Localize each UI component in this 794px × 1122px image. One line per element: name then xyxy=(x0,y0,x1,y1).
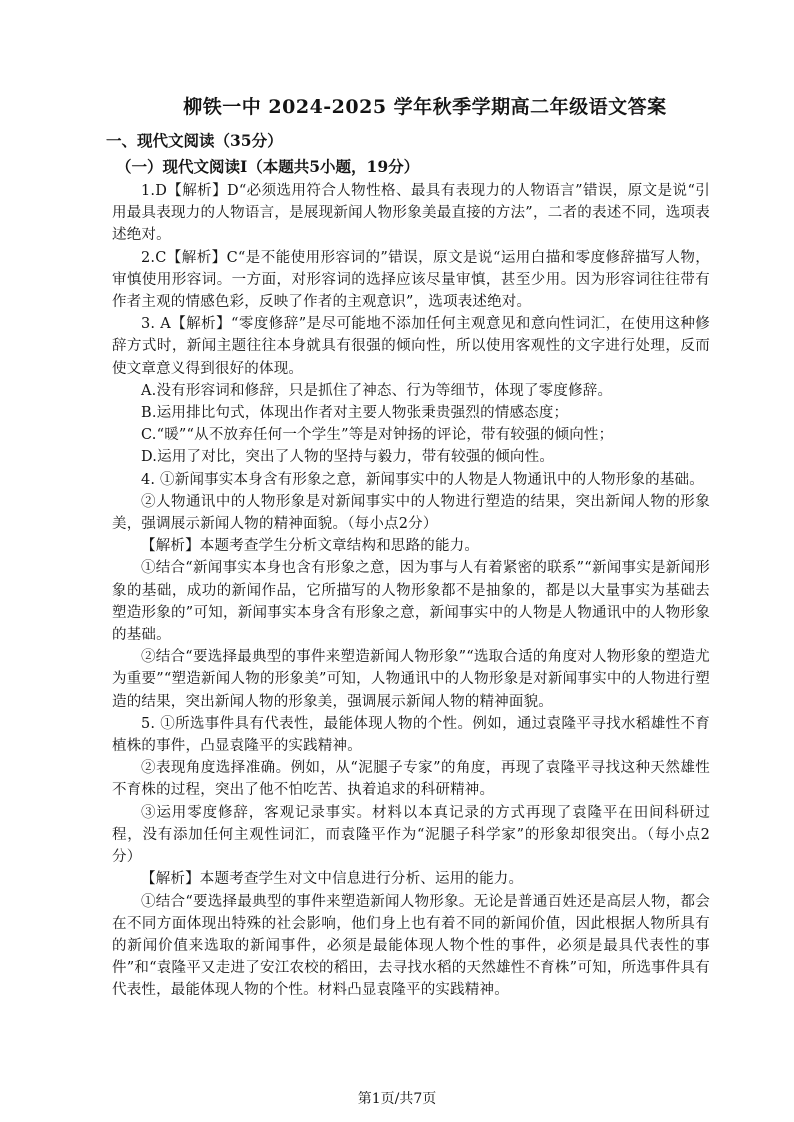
answer-3-option-a: A.没有形容词和修辞，只是抓住了神态、行为等细节，体现了零度修辞。 xyxy=(141,382,613,399)
answer-5-analysis-1: ①结合“要选择最典型的事件来塑造新闻人物形象。无论是普通百姓还是高层人物，都会在不同方面体现出特殊的社会影响，他们身上也有着不同的新闻价值，因此根据人物所具有的新闻价值来选取的新闻事件，必须是最能体现人物个性的事件，必须是最具代表性的事件”和“袁隆平又走进了安江农校的稻田，去寻找水稻的天然雄性不育株”可知，所选事件具有代表性，最能体现人物的个性。材料凸显袁隆平的实践精神。 xyxy=(112,893,710,999)
answer-5-analysis-intro: 【解析】本题考查学生对文中信息进行分析、运用的能力。 xyxy=(141,871,524,888)
page-footer: 第1页/共7页 xyxy=(357,1091,437,1107)
answer-3: 3. A【解析】“零度修辞”是尽可能地不添加任何主观意见和意向性词汇，在使用这种修辞方式时，新闻主题往往本身就具有很强的倾向性，所以使用客观性的文字进行处理，反而使文章意义得到很好的体现。 xyxy=(112,316,710,377)
answer-3-option-d: D.运用了对比，突出了人物的坚持与毅力，带有较强的倾向性。 xyxy=(141,449,555,466)
answer-5-point-2: ②表现角度选择准确。例如，从“泥腿子专家”的角度，再现了袁隆平寻找这种天然雄性不育株的过程，突出了他不怕吃苦、执着追求的科研精神。 xyxy=(112,760,710,799)
subsection-heading: （一）现代文阅读Ⅰ（本题共5小题，19分） xyxy=(116,157,420,176)
answer-4-point-1: 4. ①新闻事实本身含有形象之意，新闻事实中的人物是人物通讯中的人物形象的基础。 xyxy=(141,471,704,488)
answer-4-analysis-intro: 【解析】本题考查学生分析文章结构和思路的能力。 xyxy=(141,538,480,555)
answer-4-analysis-2: ②结合“要选择最典型的事件来塑造新闻人物形象”“选取合适的角度对人物形象的塑造尤为重要”“塑造新闻人物的形象美”可知，人物通讯中的人物形象是对新闻事实中的人物进行塑造的结果，突出新闻人物的形象美，强调展示新闻人物的精神面貌。 xyxy=(112,649,710,710)
answer-2: 2.C【解析】C“是不能使用形容词的”错误，原文是说“运用白描和零度修辞描写人物，审慎使用形容词。一方面，对形容词的选择应该尽量审慎，甚至少用。因为形容词往往带有作者主观的情感色彩，反映了作者的主观意识”，选项表述绝对。 xyxy=(112,249,710,311)
answer-1: 1.D【解析】D“必须选用符合人物性格、最具有表现力的人物语言”错误，原文是说“引用最具表现力的人物语言，是展现新闻人物形象美最直接的方法”，二者的表述不同，选项表述绝对。 xyxy=(112,183,710,244)
section-heading: 一、现代文阅读（35分） xyxy=(106,131,283,150)
answer-4-point-2: ②人物通讯中的人物形象是对新闻事实中的人物进行塑造的结果，突出新闻人物的形象美，强调展示新闻人物的精神面貌。（每小点2分） xyxy=(112,493,710,533)
answer-3-option-c: C.“暖”“从不放弃任何一个学生”等是对钟扬的评论，带有较强的倾向性； xyxy=(141,427,614,444)
answer-4-analysis-1: ①结合“新闻事实本身也含有形象之意，因为事与人有着紧密的联系”“新闻事实是新闻形象的基础，成功的新闻作品，它所描写的人物形象都不是抽象的，都是以大量事实为基础去塑造形象的”可知，新闻事实本身含有形象之意，新闻事实中的人物是人物通讯中的人物形象的基础。 xyxy=(112,560,710,644)
answer-5-point-3: ③运用零度修辞，客观记录事实。材料以本真记录的方式再现了袁隆平在田间科研过程，没有添加任何主观性词汇，而袁隆平作为“泥腿子科学家”的形象却很突出。（每小点2分） xyxy=(112,804,710,866)
page-title: 柳铁一中 2024-2025 学年秋季学期高二年级语文答案 xyxy=(183,96,667,118)
answer-5-point-1: 5. ①所选事件具有代表性，最能体现人物的个性。例如，通过袁隆平寻找水稻雄性不育植株的事件，凸显袁隆平的实践精神。 xyxy=(112,715,710,755)
answer-3-option-b: B.运用排比句式，体现出作者对主要人物张秉贵强烈的情感态度； xyxy=(141,405,569,422)
